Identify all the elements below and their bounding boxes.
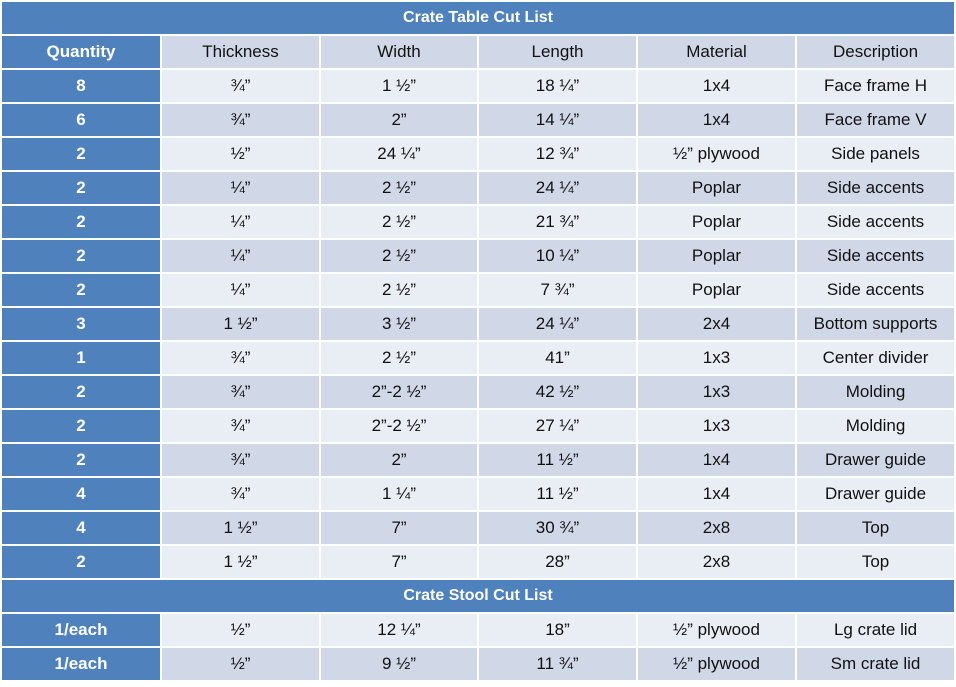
description-cell: Center divider: [797, 342, 954, 376]
description-cell: Molding: [797, 376, 954, 410]
material-cell: 1x3: [638, 342, 797, 376]
thickness-cell: ¾”: [162, 376, 321, 410]
quantity-cell: 3: [2, 308, 162, 342]
material-cell: 1x4: [638, 478, 797, 512]
width-cell: 24 ¼”: [321, 138, 479, 172]
table-row: [2, 444, 954, 478]
material-cell: 2x4: [638, 308, 797, 342]
width-cell: 2”-2 ½”: [321, 376, 479, 410]
width-cell: 2 ½”: [321, 206, 479, 240]
material-cell: 1x4: [638, 70, 797, 104]
description-cell: Face frame V: [797, 104, 954, 138]
crate-stool-title: Crate Stool Cut List: [2, 580, 954, 614]
material-cell: 1x4: [638, 104, 797, 138]
crate-table-title: Crate Table Cut List: [2, 2, 954, 36]
thickness-cell: ¼”: [162, 274, 321, 308]
thickness-cell: ½”: [162, 648, 321, 682]
description-cell: Side accents: [797, 206, 954, 240]
table-row: [2, 240, 954, 274]
material-cell: Poplar: [638, 274, 797, 308]
header-thickness: Thickness: [162, 36, 321, 70]
length-cell: 11 ½”: [479, 478, 638, 512]
thickness-cell: ¾”: [162, 478, 321, 512]
thickness-cell: ¼”: [162, 206, 321, 240]
stool-title-row: [2, 580, 954, 614]
thickness-cell: 1 ½”: [162, 512, 321, 546]
quantity-cell: 2: [2, 172, 162, 206]
length-cell: 24 ¼”: [479, 308, 638, 342]
length-cell: 41”: [479, 342, 638, 376]
thickness-cell: ¾”: [162, 342, 321, 376]
quantity-cell: 1: [2, 342, 162, 376]
description-cell: Side accents: [797, 240, 954, 274]
material-cell: 1x3: [638, 376, 797, 410]
thickness-cell: ¾”: [162, 104, 321, 138]
width-cell: 1 ¼”: [321, 478, 479, 512]
length-cell: 11 ¾”: [479, 648, 638, 682]
table-row: [2, 410, 954, 444]
thickness-cell: ¾”: [162, 444, 321, 478]
header-material: Material: [638, 36, 797, 70]
table-row: [2, 546, 954, 580]
thickness-cell: ¾”: [162, 410, 321, 444]
material-cell: Poplar: [638, 172, 797, 206]
length-cell: 24 ¼”: [479, 172, 638, 206]
header-description: Description: [797, 36, 954, 70]
table-row: [2, 138, 954, 172]
header-width: Width: [321, 36, 479, 70]
material-cell: ½” plywood: [638, 648, 797, 682]
quantity-cell: 4: [2, 512, 162, 546]
width-cell: 1 ½”: [321, 70, 479, 104]
thickness-cell: 1 ½”: [162, 546, 321, 580]
description-cell: Side panels: [797, 138, 954, 172]
width-cell: 2 ½”: [321, 274, 479, 308]
thickness-cell: ½”: [162, 614, 321, 648]
width-cell: 2 ½”: [321, 240, 479, 274]
quantity-cell: 2: [2, 274, 162, 308]
length-cell: 10 ¼”: [479, 240, 638, 274]
quantity-cell: 4: [2, 478, 162, 512]
material-cell: 1x4: [638, 444, 797, 478]
length-cell: 30 ¾”: [479, 512, 638, 546]
cut-list-table: [2, 2, 954, 682]
description-cell: Sm crate lid: [797, 648, 954, 682]
thickness-cell: 1 ½”: [162, 308, 321, 342]
material-cell: 1x3: [638, 410, 797, 444]
quantity-cell: 1/each: [2, 648, 162, 682]
quantity-cell: 2: [2, 546, 162, 580]
length-cell: 18 ¼”: [479, 70, 638, 104]
material-cell: Poplar: [638, 240, 797, 274]
thickness-cell: ¼”: [162, 240, 321, 274]
quantity-cell: 1/each: [2, 614, 162, 648]
table-row: [2, 104, 954, 138]
width-cell: 7”: [321, 546, 479, 580]
quantity-cell: 2: [2, 410, 162, 444]
description-cell: Lg crate lid: [797, 614, 954, 648]
width-cell: 7”: [321, 512, 479, 546]
thickness-cell: ¾”: [162, 70, 321, 104]
table-row: [2, 648, 954, 682]
description-cell: Drawer guide: [797, 478, 954, 512]
table-row: [2, 478, 954, 512]
length-cell: 42 ½”: [479, 376, 638, 410]
length-cell: 11 ½”: [479, 444, 638, 478]
description-cell: Face frame H: [797, 70, 954, 104]
table-row: [2, 172, 954, 206]
table-row: [2, 342, 954, 376]
description-cell: Bottom supports: [797, 308, 954, 342]
description-cell: Side accents: [797, 172, 954, 206]
header-quantity: Quantity: [2, 36, 162, 70]
table-row: [2, 70, 954, 104]
length-cell: 21 ¾”: [479, 206, 638, 240]
description-cell: Drawer guide: [797, 444, 954, 478]
material-cell: ½” plywood: [638, 138, 797, 172]
width-cell: 2 ½”: [321, 172, 479, 206]
material-cell: 2x8: [638, 512, 797, 546]
quantity-cell: 2: [2, 206, 162, 240]
length-cell: 12 ¾”: [479, 138, 638, 172]
description-cell: Top: [797, 546, 954, 580]
quantity-cell: 8: [2, 70, 162, 104]
material-cell: Poplar: [638, 206, 797, 240]
length-cell: 18”: [479, 614, 638, 648]
quantity-cell: 6: [2, 104, 162, 138]
quantity-cell: 2: [2, 138, 162, 172]
length-cell: 14 ¼”: [479, 104, 638, 138]
table-row: [2, 206, 954, 240]
width-cell: 9 ½”: [321, 648, 479, 682]
thickness-cell: ¼”: [162, 172, 321, 206]
table-row: [2, 274, 954, 308]
table-row: [2, 308, 954, 342]
length-cell: 28”: [479, 546, 638, 580]
width-cell: 2 ½”: [321, 342, 479, 376]
length-cell: 27 ¼”: [479, 410, 638, 444]
table-title-row: [2, 2, 954, 36]
quantity-cell: 2: [2, 240, 162, 274]
quantity-cell: 2: [2, 444, 162, 478]
width-cell: 3 ½”: [321, 308, 479, 342]
header-row: [2, 36, 954, 70]
width-cell: 2”-2 ½”: [321, 410, 479, 444]
quantity-cell: 2: [2, 376, 162, 410]
length-cell: 7 ¾”: [479, 274, 638, 308]
width-cell: 12 ¼”: [321, 614, 479, 648]
table-row: [2, 614, 954, 648]
description-cell: Side accents: [797, 274, 954, 308]
material-cell: ½” plywood: [638, 614, 797, 648]
header-length: Length: [479, 36, 638, 70]
width-cell: 2”: [321, 104, 479, 138]
description-cell: Molding: [797, 410, 954, 444]
width-cell: 2”: [321, 444, 479, 478]
thickness-cell: ½”: [162, 138, 321, 172]
table-row: [2, 376, 954, 410]
material-cell: 2x8: [638, 546, 797, 580]
table-row: [2, 512, 954, 546]
description-cell: Top: [797, 512, 954, 546]
